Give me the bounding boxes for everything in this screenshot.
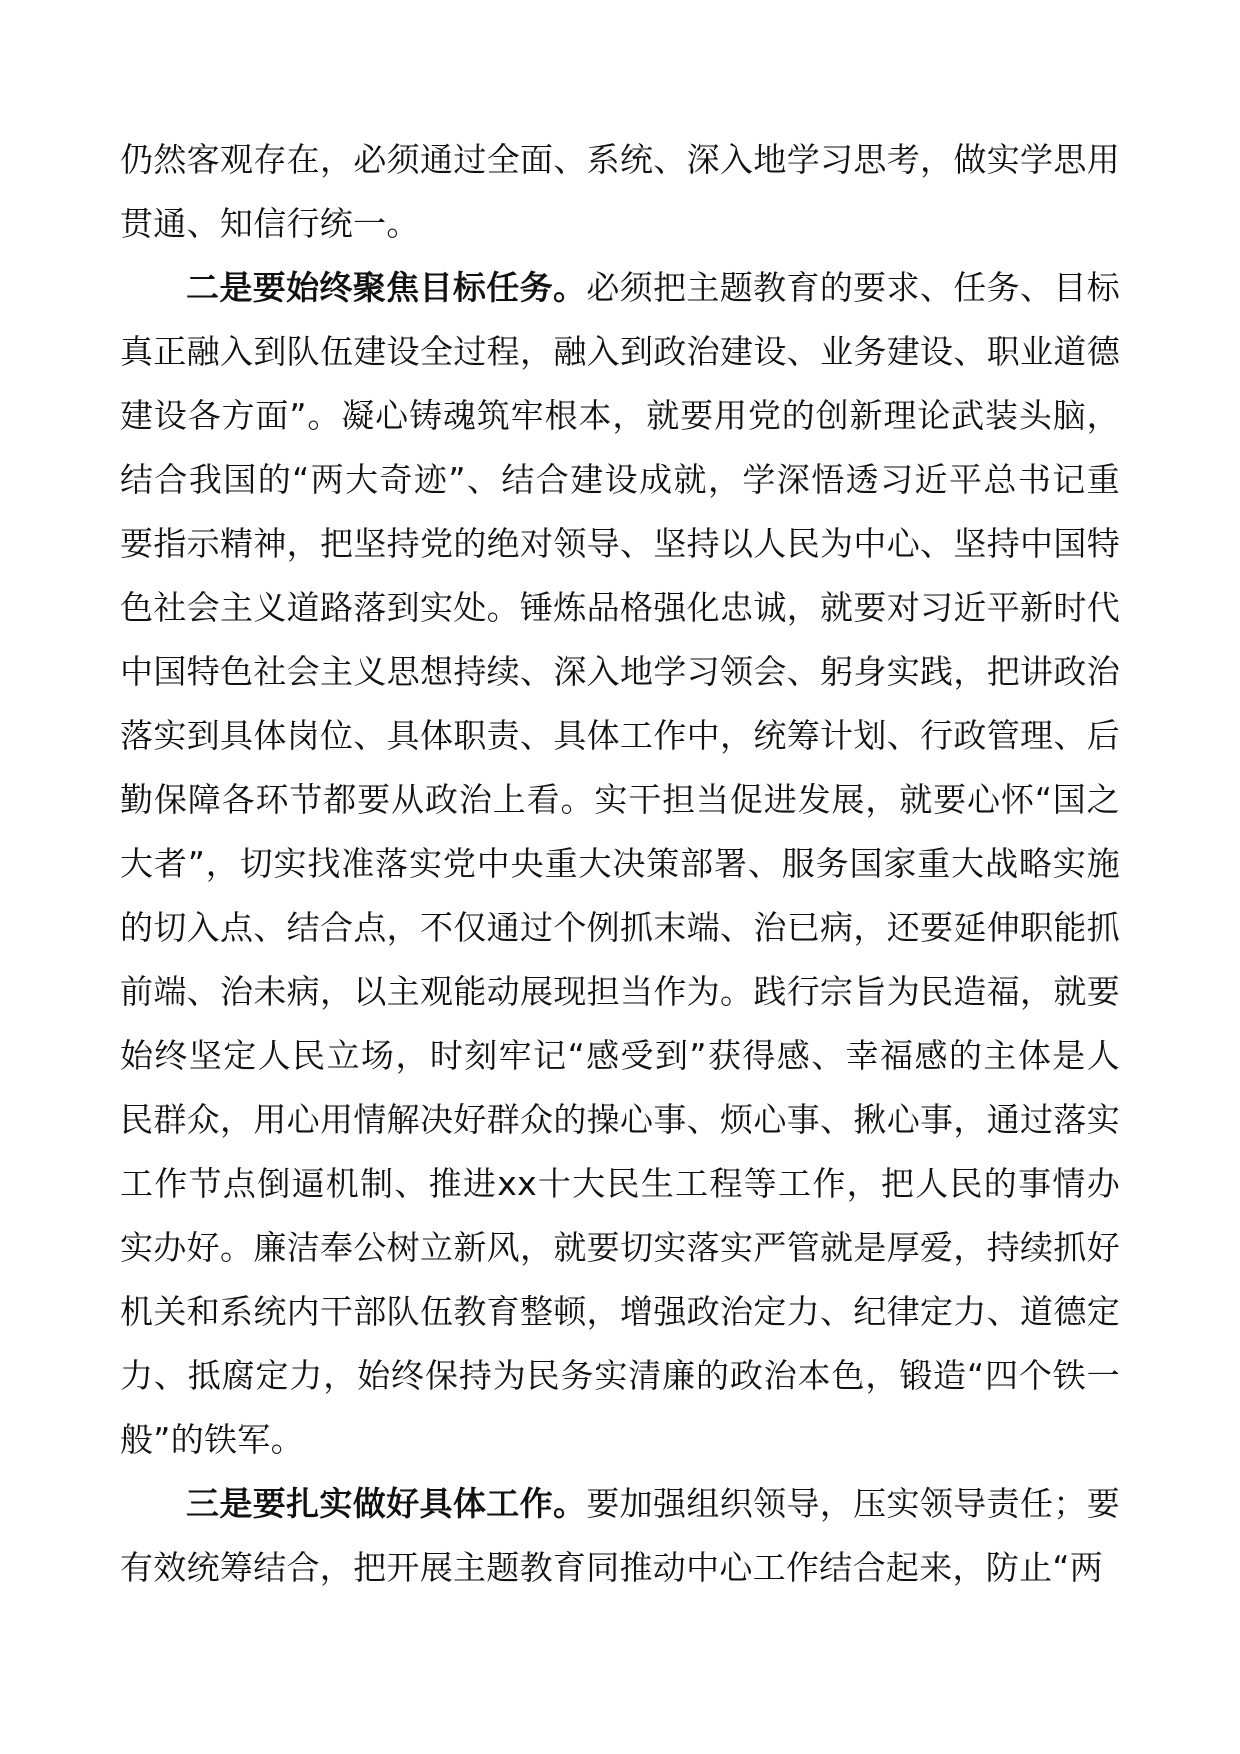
paragraph-focus-goals — [120, 256, 1120, 1472]
paragraph-text: 必须把主题教育的要求、任务、目标真正融入到队伍建设全过程，融入到政治建设、业务建设、职业道德建设各方面”。凝心铸魂筑牢根本，就要用党的创新理论武装头脑，结合我国的“两大奇迹”、结合建设成就，学深悟透习近平总书记重要指示精神，把坚持党的绝对领导、坚持以人民为中心、坚持中国特色社会主义道路落到实处。锤炼品格强化忠诚，就要对习近平新时代中国特色社会主义思想持续、深入地学习领会、躬身实践，把讲政治落实到具体岗位、具体职责、具体工作中，统筹计划、行政管理、后勤保障各环节都要从政治上看。实干担当促进发展，就要心怀“国之大者”，切实找准落实党中央重大决策部署、服务国家重大战略实施的切入点、结合点，不仅通过个例抓末端、治已病，还要延伸职能抓前端、治未病，以主观能动展现担当作为。践行宗旨为民造福，就要始终坚定人民立场，时刻牢记“感受到”获得感、幸福感的主体是人民群众，用心用情解决好群众的操心事、烦心事、揪心事，通过落实工作节点倒逼机制、推进xx十大民生工程等工作，把人民的事情办实办好。廉洁奉公树立新风，就要切实落实严管就是厚爱，持续抓好机关和系统内干部队伍教育整顿，增强政治定力、纪律定力、道德定力、抵腐定力，始终保持为民务实清廉的政治本色，锻造“四个铁一般”的铁军。 — [120, 268, 1120, 1459]
paragraph-lead: 三是要扎实做好具体工作。 — [186, 1484, 587, 1523]
paragraph-text: 仍然客观存在，必须通过全面、系统、深入地学习思考，做实学思用贯通、知信行统一。 — [120, 140, 1120, 243]
paragraph-lead: 二是要始终聚焦目标任务。 — [186, 268, 587, 307]
document-body — [120, 128, 1120, 1600]
paragraph-text: 要加强组织领导，压实领导责任；要有效统筹结合，把开展主题教育同推动中心工作结合起来，防止“两 — [120, 1484, 1120, 1587]
paragraph-continuation — [120, 128, 1120, 256]
paragraph-specific-work — [120, 1472, 1120, 1600]
